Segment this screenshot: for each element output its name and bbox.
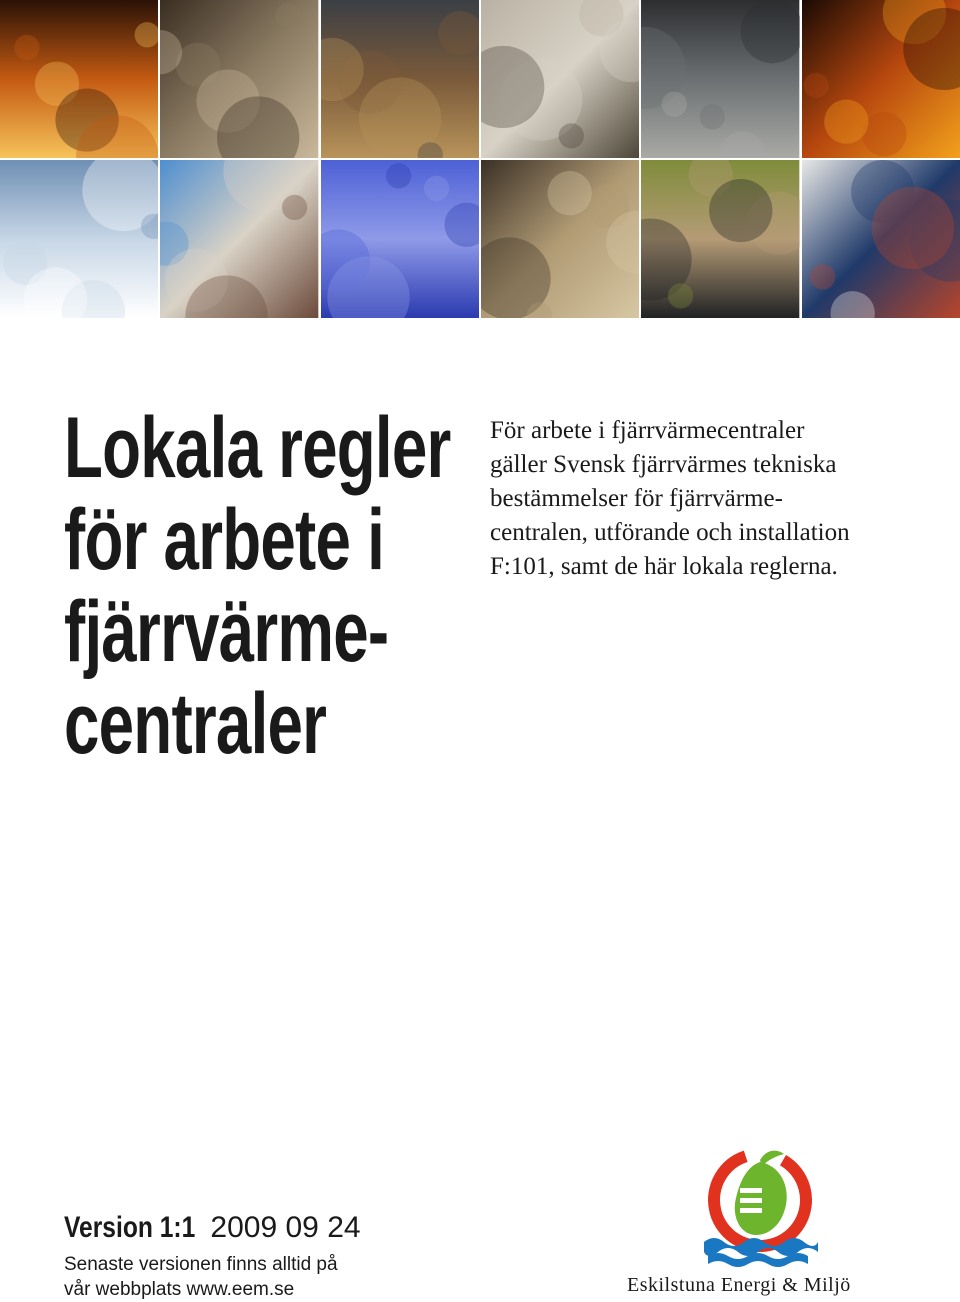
website-note	[64, 1252, 484, 1302]
intro-line: bestämmelser för fjärrvärme-	[490, 485, 783, 512]
intro-paragraph	[490, 414, 920, 584]
sunset-photo	[802, 0, 960, 158]
intro-line: För arbete i fjärrvärmecentraler	[490, 417, 805, 444]
boiler-room-photo	[481, 160, 639, 318]
version-line	[64, 1210, 484, 1246]
website-note-line: Senaste versionen finns alltid på	[64, 1254, 338, 1275]
version-date: 2009 09 24	[210, 1211, 361, 1244]
intro-line: gäller Svensk fjärrvärmes tekniska	[490, 451, 837, 478]
document-title	[64, 400, 451, 772]
child-with-candles-photo	[0, 0, 158, 158]
version-block	[64, 1210, 484, 1302]
firewood-pile-photo	[160, 0, 318, 158]
pipeline-trench-photo	[641, 160, 799, 318]
blue-pipes-photo	[321, 160, 479, 318]
technician-panel-photo	[802, 160, 960, 318]
title-line: centraler	[64, 676, 327, 772]
clouds-photo	[0, 160, 158, 318]
title-line: för arbete i	[64, 492, 385, 588]
rusty-valve-photo	[321, 0, 479, 158]
intro-line: centralen, utförande och installation	[490, 519, 850, 546]
website-note-line: vår webbplats www.eem.se	[64, 1279, 295, 1300]
foggy-tree-photo	[481, 0, 639, 158]
organization-name: Eskilstuna Energi & Miljö	[627, 1274, 851, 1296]
intro-line: F:101, samt de här lokala reglerna.	[490, 553, 838, 580]
title-line: Lokala regler	[64, 400, 451, 496]
version-label: Version 1:1	[64, 1211, 196, 1244]
logo-emblem-icon	[700, 1150, 820, 1268]
title-line: fjärrvärme-	[64, 584, 389, 680]
photo-strip	[0, 0, 960, 318]
smoke-chimney-photo	[641, 0, 799, 158]
company-logo	[700, 1150, 820, 1268]
power-plant-photo	[160, 160, 318, 318]
